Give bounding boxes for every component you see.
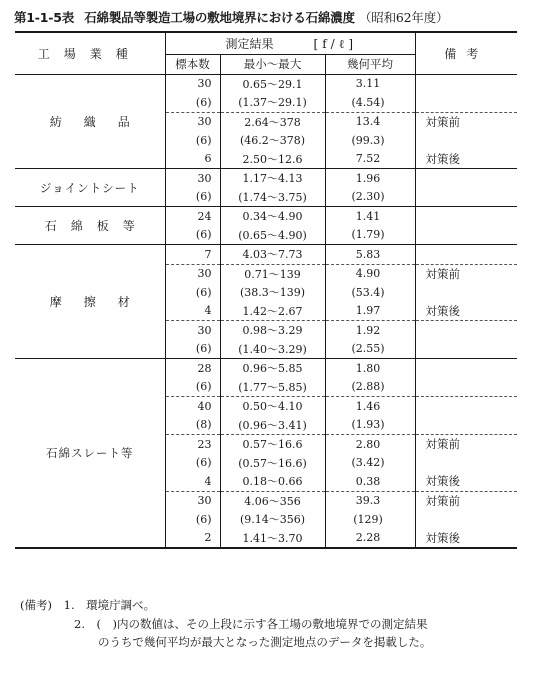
range-cell: (1.37～29.1) [220, 93, 325, 112]
header-result-label: 測定結果 [225, 36, 274, 51]
geomean-cell: 2.80 [325, 435, 415, 454]
range-cell: 0.98～3.29 [220, 321, 325, 340]
footnote-2-line1: 2. ( )内の数値は、その上段に示す各工場の敷地境界での測定結果 [74, 617, 428, 631]
sample-count-cell: (6) [165, 510, 220, 529]
sample-count-cell: (8) [165, 416, 220, 435]
remarks-cell: 対策前 [415, 112, 517, 131]
sample-count-cell: 40 [165, 397, 220, 416]
remarks-cell: 対策前 [415, 435, 517, 454]
range-cell: 4.06～356 [220, 491, 325, 510]
sample-count-cell: 4 [165, 302, 220, 321]
remarks-cell: 対策後 [415, 529, 517, 549]
table-caption: 石綿製品等製造工場の敷地境界における石綿濃度 [84, 10, 355, 25]
asbestos-concentration-table [15, 31, 517, 549]
geomean-cell: (53.4) [325, 283, 415, 302]
remarks-cell: 対策前 [415, 491, 517, 510]
range-cell: (38.3～139) [220, 283, 325, 302]
geomean-cell: (1.93) [325, 416, 415, 435]
sample-count-cell: 4 [165, 472, 220, 491]
geomean-cell: 0.38 [325, 472, 415, 491]
header-result [165, 32, 415, 54]
range-cell: 2.64～378 [220, 112, 325, 131]
geomean-cell: (2.88) [325, 378, 415, 397]
sample-count-cell: 24 [165, 207, 220, 226]
sample-count-cell: 6 [165, 150, 220, 169]
sample-count-cell: (6) [165, 188, 220, 207]
industry-cell: 摩擦材 [15, 245, 165, 359]
range-cell: 4.03～7.73 [220, 245, 325, 265]
remarks-cell [415, 169, 517, 188]
sample-count-cell: (6) [165, 340, 220, 359]
sample-count-cell: 28 [165, 359, 220, 378]
header-industry: 工場業種 [37, 46, 142, 61]
geomean-cell: (1.79) [325, 226, 415, 245]
table-year: （昭和62年度） [359, 10, 449, 25]
table-number: 第1-1-5表 [14, 10, 75, 25]
geomean-cell: (2.55) [325, 340, 415, 359]
sample-count-cell: (6) [165, 93, 220, 112]
range-cell: 1.41～3.70 [220, 529, 325, 549]
footnote-2-line2: のうちで幾何平均が最大となった測定地点のデータを掲載した。 [98, 635, 432, 649]
table-row [15, 207, 517, 226]
geomean-cell: 7.52 [325, 150, 415, 169]
range-cell: 0.65～29.1 [220, 74, 325, 93]
geomean-cell: 1.46 [325, 397, 415, 416]
range-cell: 0.71～139 [220, 264, 325, 283]
industry-cell: 石綿板等 [15, 207, 165, 245]
sample-count-cell: 30 [165, 264, 220, 283]
range-cell: (9.14～356) [220, 510, 325, 529]
sample-count-cell: 30 [165, 74, 220, 93]
geomean-cell: 1.92 [325, 321, 415, 340]
remarks-cell [415, 74, 517, 93]
table-row [15, 74, 517, 93]
table-title [14, 8, 448, 26]
sample-count-cell: 7 [165, 245, 220, 265]
geomean-cell: 1.41 [325, 207, 415, 226]
table-row [15, 169, 517, 188]
range-cell: (46.2～378) [220, 131, 325, 150]
range-cell: (1.74～3.75) [220, 188, 325, 207]
footnote-label: (備考) [20, 598, 52, 612]
remarks-cell [415, 416, 517, 435]
range-cell: (0.96～3.41) [220, 416, 325, 435]
sample-count-cell: (6) [165, 131, 220, 150]
remarks-cell [415, 359, 517, 378]
footnote-1: 1. 環境庁調べ。 [63, 598, 156, 612]
geomean-cell: 1.80 [325, 359, 415, 378]
remarks-cell [415, 226, 517, 245]
sample-count-cell: (6) [165, 454, 220, 473]
range-cell: 1.17～4.13 [220, 169, 325, 188]
range-cell: 0.50～4.10 [220, 397, 325, 416]
geomean-cell: 39.3 [325, 491, 415, 510]
geomean-cell: (3.42) [325, 454, 415, 473]
sample-count-cell: 30 [165, 491, 220, 510]
remarks-cell [415, 454, 517, 473]
header-row [15, 32, 517, 54]
range-cell: 0.57～16.6 [220, 435, 325, 454]
sample-count-cell: 30 [165, 169, 220, 188]
remarks-cell [415, 397, 517, 416]
range-cell: (0.65～4.90) [220, 226, 325, 245]
geomean-cell: 1.97 [325, 302, 415, 321]
table-row [15, 359, 517, 378]
remarks-cell [415, 340, 517, 359]
header-remarks: 備考 [415, 32, 517, 74]
header-geomean: 幾何平均 [325, 54, 415, 74]
range-cell: (1.77～5.85) [220, 378, 325, 397]
remarks-cell [415, 378, 517, 397]
remarks-cell [415, 188, 517, 207]
remarks-cell [415, 245, 517, 265]
sample-count-cell: 30 [165, 321, 220, 340]
remarks-cell: 対策後 [415, 472, 517, 491]
range-cell: 2.50～12.6 [220, 150, 325, 169]
range-cell: (0.57～16.6) [220, 454, 325, 473]
header-unit: [f/ℓ] [313, 36, 358, 51]
range-cell: 0.96～5.85 [220, 359, 325, 378]
industry-cell: 紡織品 [15, 74, 165, 169]
geomean-cell: 2.28 [325, 529, 415, 549]
geomean-cell: 5.83 [325, 245, 415, 265]
footnote-source [20, 597, 155, 613]
remarks-cell [415, 93, 517, 112]
sample-count-cell: (6) [165, 226, 220, 245]
sample-count-cell: 23 [165, 435, 220, 454]
range-cell: 0.18～0.66 [220, 472, 325, 491]
geomean-cell: 1.96 [325, 169, 415, 188]
table-body [15, 74, 517, 548]
range-cell: 1.42～2.67 [220, 302, 325, 321]
range-cell: 0.34～4.90 [220, 207, 325, 226]
geomean-cell: 13.4 [325, 112, 415, 131]
header-samples: 標本数 [165, 54, 220, 74]
header-range: 最小～最大 [220, 54, 325, 74]
geomean-cell: 4.90 [325, 264, 415, 283]
industry-cell: ジョイントシート [15, 169, 165, 207]
sample-count-cell: 2 [165, 529, 220, 549]
remarks-cell [415, 510, 517, 529]
remarks-cell [415, 131, 517, 150]
remarks-cell [415, 207, 517, 226]
sample-count-cell: (6) [165, 283, 220, 302]
remarks-cell: 対策前 [415, 264, 517, 283]
remarks-cell [415, 321, 517, 340]
geomean-cell: 3.11 [325, 74, 415, 93]
geomean-cell: (99.3) [325, 131, 415, 150]
table-row [15, 245, 517, 265]
sample-count-cell: (6) [165, 378, 220, 397]
remarks-cell [415, 283, 517, 302]
remarks-cell: 対策後 [415, 150, 517, 169]
geomean-cell: (4.54) [325, 93, 415, 112]
remarks-cell: 対策後 [415, 302, 517, 321]
geomean-cell: (129) [325, 510, 415, 529]
geomean-cell: (2.30) [325, 188, 415, 207]
industry-cell: 石綿スレート等 [15, 359, 165, 549]
range-cell: (1.40～3.29) [220, 340, 325, 359]
sample-count-cell: 30 [165, 112, 220, 131]
